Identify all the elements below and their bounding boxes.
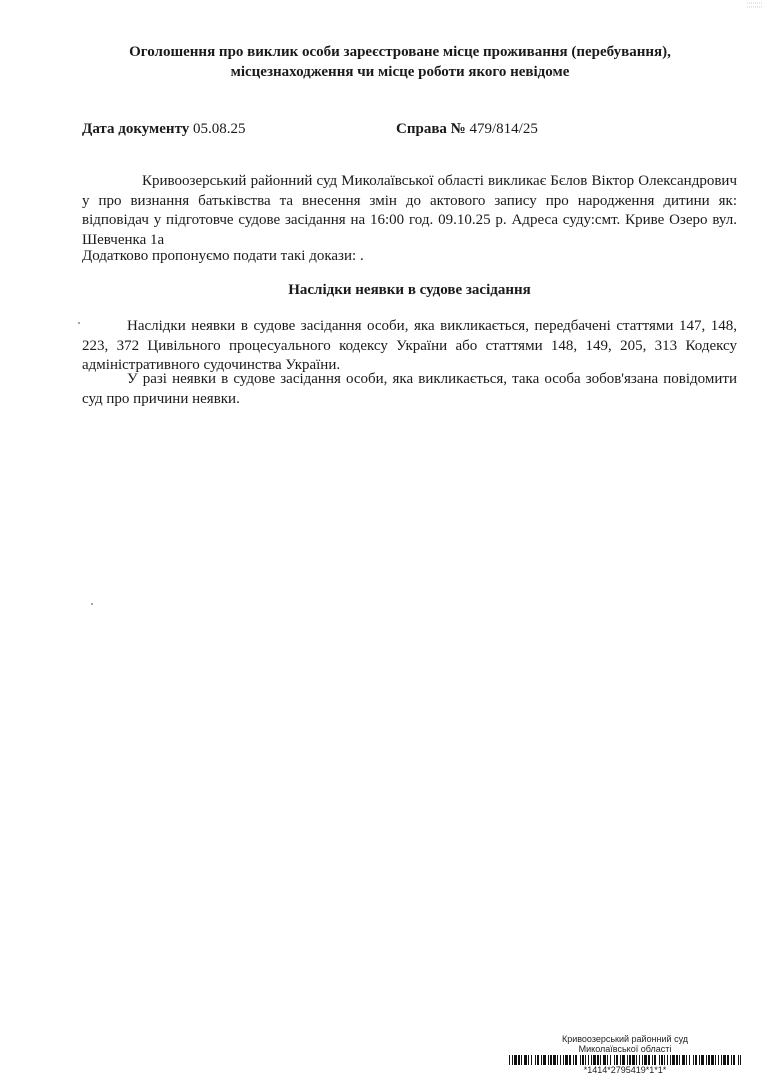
scan-speck	[78, 322, 80, 324]
court-stamp	[505, 1034, 745, 1075]
stamp-region: Миколаївської області	[578, 1044, 672, 1054]
case-label: Справа №	[396, 121, 466, 137]
case-number	[396, 119, 538, 139]
scan-speck	[91, 603, 93, 605]
document-title	[60, 42, 740, 82]
stamp-court-name: Кривоозерський районний суд	[561, 1034, 689, 1044]
date-value: 05.08.25	[193, 121, 246, 137]
consequences-paragraph-1: Наслідки неявки в судове засідання особи, яка викликається, передбачені статтями 147, 148, 223, 372 Цивільного процесуального кодексу України або статтями 148, 149, 205, 313 Кодексу адміністративного судочинства України.	[82, 318, 737, 373]
date-label: Дата документу	[82, 121, 190, 137]
summons-paragraph: Кривоозерський районний суд Миколаївської області викликає Бєлов Віктор Олександрович у про визнання батьківства та внесення змін до актового запису про народження дитини як: відповідач у підготовче судове засідання на 16:00 год. 09.10.25 р. Адреса суду:смт. Криве Озеро вул. Шевченка 1а	[82, 173, 737, 248]
case-value: 479/814/25	[469, 121, 538, 137]
document-date	[82, 119, 246, 139]
title-line-2: місцезнаходження чи місце роботи якого невідоме	[230, 64, 570, 80]
title-line-1: Оголошення про виклик особи зареєстроване місце проживання (перебування),	[129, 44, 671, 60]
barcode-image	[509, 1055, 741, 1065]
consequences-heading: Наслідки неявки в судове засідання	[288, 282, 531, 298]
scan-corner-mark	[745, 0, 765, 12]
evidence-text: Додатково пропонуємо подати такі докази:	[82, 248, 357, 264]
evidence-line: Додатково пропонуємо подати такі докази: .	[82, 248, 364, 264]
barcode-number: *1414*2795419*1*1*	[583, 1065, 667, 1075]
consequences-paragraph-2: У разі неявки в судове засідання особи, яка викликається, така особа зобов'язана повідомити суд про причини неявки.	[82, 371, 737, 407]
